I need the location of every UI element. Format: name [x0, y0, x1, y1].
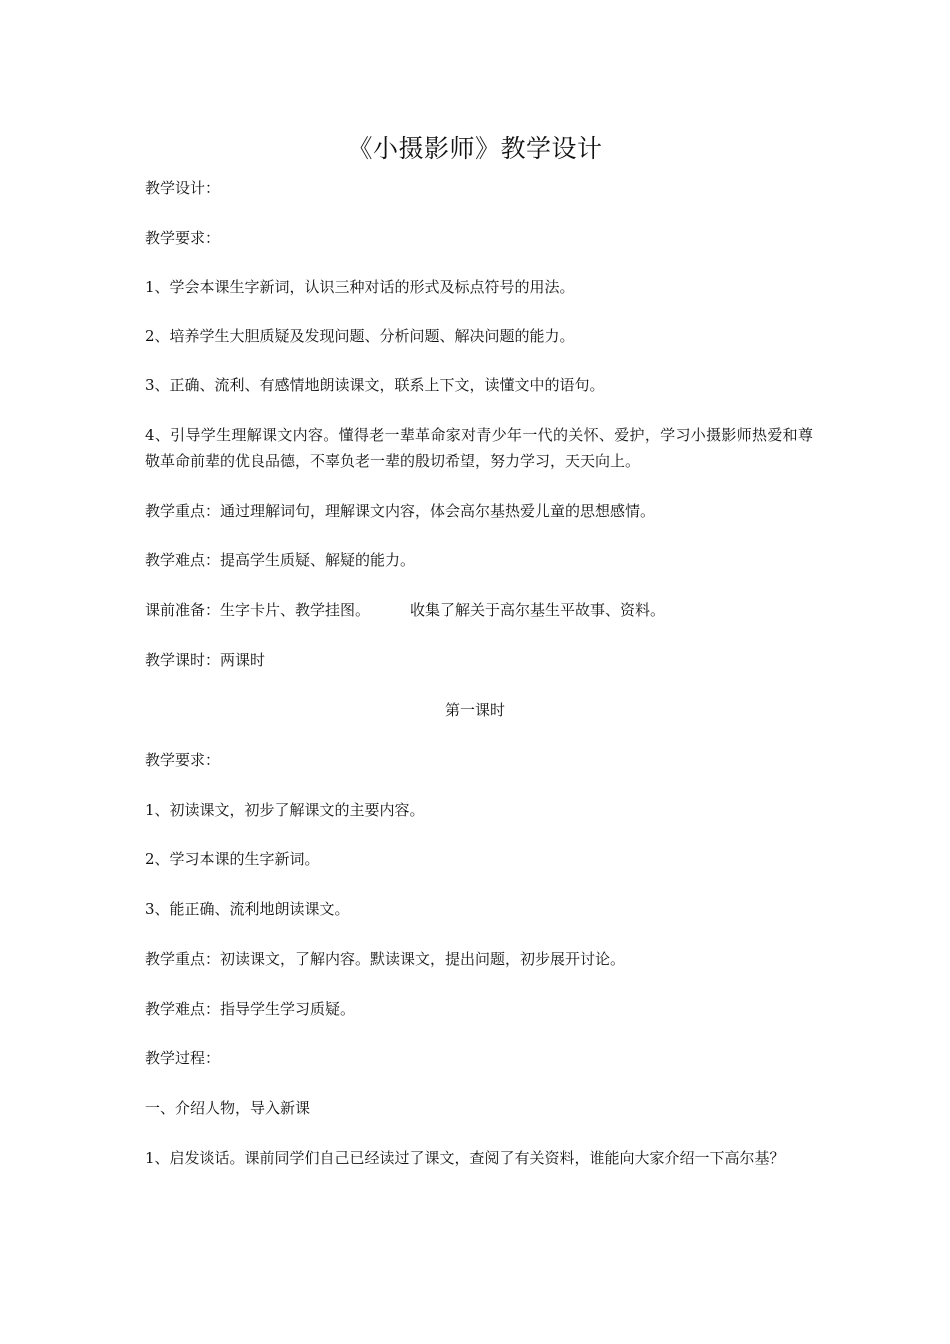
paragraph-requirement-2: 2、培养学生大胆质疑及发现问题、分析问题、解决问题的能力。 — [145, 327, 575, 345]
paragraph-process-heading: 教学过程： — [145, 1049, 221, 1067]
document-title: 《小摄影师》教学设计 — [347, 134, 603, 163]
paragraph-lesson-difficulties: 教学难点：指导学生学习质疑。 — [145, 1000, 356, 1018]
paragraph-lesson-requirement-1: 1、初读课文，初步了解课文的主要内容。 — [145, 801, 425, 819]
paragraph-preparation — [145, 597, 813, 623]
paragraph-difficulties: 教学难点：提高学生质疑、解疑的能力。 — [145, 551, 416, 569]
paragraph-step-1-heading: 一、介绍人物，导入新课 — [145, 1099, 311, 1117]
paragraph-requirements-heading: 教学要求： — [145, 229, 221, 247]
paragraph-requirement-4: 4、引导学生理解课文内容。懂得老一辈革命家对青少年一代的关怀、爱护，学习小摄影师热爱和尊敬革命前辈的优良品德，不辜负老一辈的殷切希望，努力学习，天天向上。 — [145, 426, 813, 470]
paragraph-lesson-requirements-heading: 教学要求： — [145, 751, 221, 769]
paragraph-requirement-1: 1、学会本课生字新词，认识三种对话的形式及标点符号的用法。 — [145, 278, 575, 296]
paragraph-design-heading: 教学设计： — [145, 179, 221, 197]
paragraph-key-points: 教学重点：通过理解词句，理解课文内容，体会高尔基热爱儿童的思想感情。 — [145, 502, 656, 520]
paragraph-class-hours: 教学课时：两课时 — [145, 651, 266, 669]
paragraph-requirement-3: 3、正确、流利、有感情地朗读课文，联系上下文，读懂文中的语句。 — [145, 376, 605, 394]
section-heading-first-lesson: 第一课时 — [444, 701, 505, 719]
preparation-part-2: 收集了解关于高尔基生平故事、资料。 — [410, 601, 666, 619]
paragraph-step-1-item-1: 1、启发谈话。课前同学们自己已经读过了课文，查阅了有关资料，谁能向大家介绍一下高尔基？ — [145, 1149, 785, 1167]
paragraph-lesson-requirement-2: 2、学习本课的生字新词。 — [145, 850, 320, 868]
paragraph-lesson-key-points: 教学重点：初读课文，了解内容。默读课文，提出问题，初步展开讨论。 — [145, 950, 626, 968]
paragraph-lesson-requirement-3: 3、能正确、流利地朗读课文。 — [145, 900, 350, 918]
preparation-part-1: 课前准备：生字卡片、教学挂图。 — [145, 601, 371, 619]
